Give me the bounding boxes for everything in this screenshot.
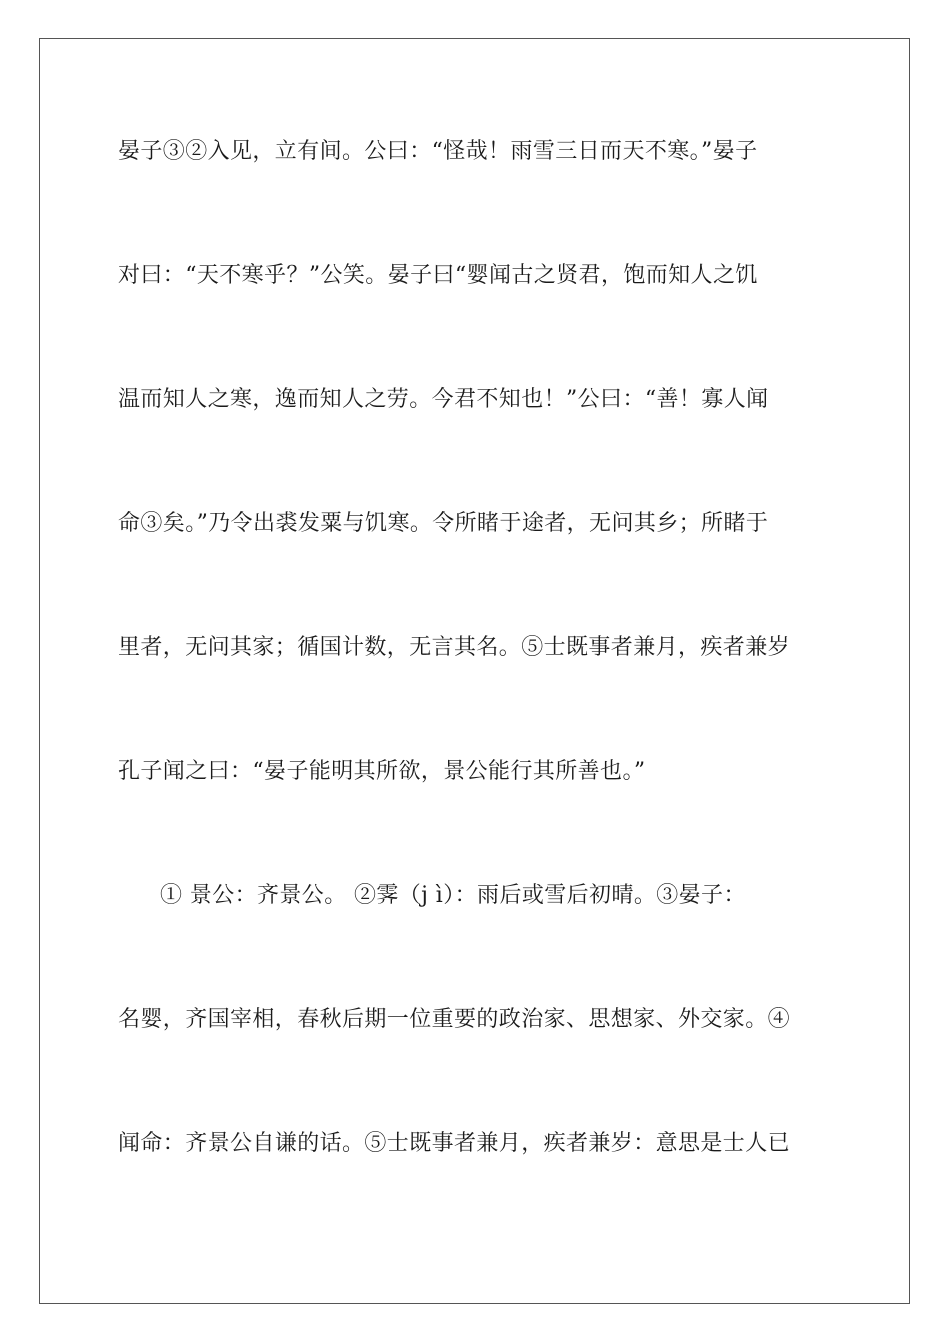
- text-line-2: 对曰：“天不寒乎？”公笑。晏子曰“婴闻古之贤君，饱而知人之饥: [118, 263, 758, 288]
- text-line-5: 里者，无问其家；循国计数，无言其名。⑤士既事者兼月，疾者兼岁: [118, 635, 791, 660]
- text-line-1: 晏子③②入见，立有间。公曰：“怪哉！雨雪三日而天不寒。”晏子: [118, 139, 758, 164]
- annotation-line-2: 名婴，齐国宰相，春秋后期一位重要的政治家、思想家、外交家。④: [118, 1007, 791, 1032]
- text-line-4: 命③矣。”乃令出裘发粟与饥寒。令所睹于途者，无问其乡；所睹于: [118, 511, 769, 536]
- text-line-6: 孔子闻之曰：“晏子能明其所欲，景公能行其所善也。”: [118, 759, 646, 784]
- page-border: [39, 38, 910, 1304]
- text-line-3: 温而知人之寒，逸而知人之劳。今君不知也！”公曰：“善！寡人闻: [118, 387, 769, 412]
- annotation-line-3: 闻命：齐景公自谦的话。⑤士既事者兼月，疾者兼岁：意思是士人已: [118, 1131, 791, 1156]
- annotation-line-1: ① 景公：齐景公。 ②霁（j ì）：雨后或雪后初晴。③晏子：: [160, 883, 746, 908]
